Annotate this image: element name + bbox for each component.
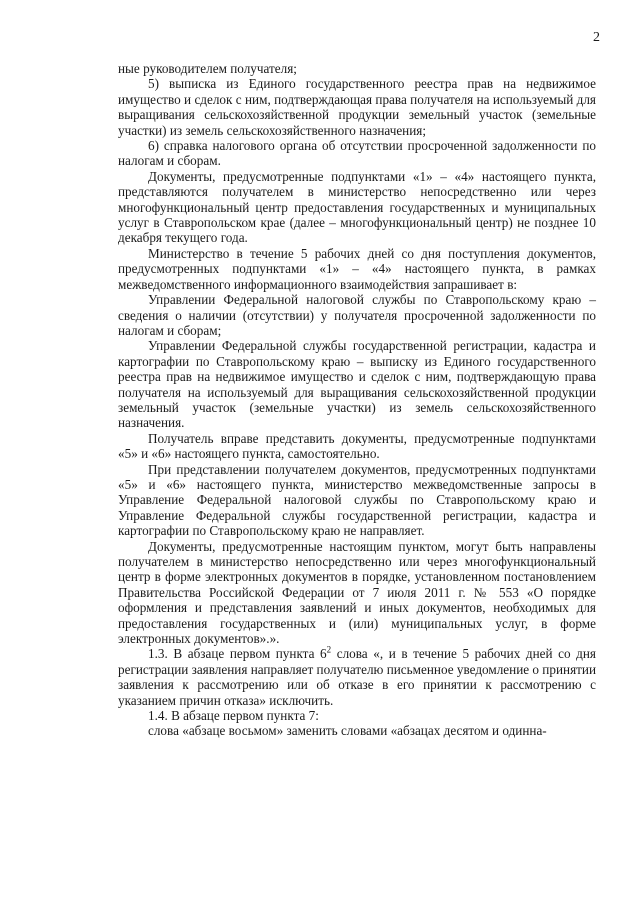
item-text: слова «, и в течение 5 рабочих дней со дня регистрации заявления направляет получателю письменное уведомление о принятии заявления к рассмотрению или об отказе в его принятии к рассмотрению с указанием причин отказа» исключить. xyxy=(118,646,597,708)
paragraph: 6) справка налогового органа об отсутствии просроченной задолженности по налогам и сборам. xyxy=(118,138,596,169)
paragraph: Управлении Федеральной службы государственной регистрации, кадастра и картографии по Ставропольскому краю – выписку из Единого государственного реестра прав на недвижимое имущество и сделок с ним, подтверждающую права получателя на используемый для выращивания сельскохозяйственной продукции земельный участок (земельные участки) из земель сельскохозяйственного назначения. xyxy=(118,338,596,431)
paragraph: При представлении получателем документов, предусмотренных подпунктами «5» и «6» настоящего пункта, министерство межведомственные запросы в Управление Федеральной налоговой службы по Ставропольскому краю и Управление Федеральной службы государственной регистрации, кадастра и картографии по Ставропольскому краю не направляет. xyxy=(118,461,596,539)
paragraph: ные руководителем получателя; xyxy=(118,61,297,76)
paragraph: слова «абзаце восьмом» заменить словами «абзацах десятом и одинна- xyxy=(148,723,547,739)
document-body xyxy=(118,61,596,739)
paragraph: Документы, предусмотренные подпунктами «1» – «4» настоящего пункта, представляются получателем в министерство непосредственно или через многофункциональный центр предоставления государственных и муниципальных услуг в Ставропольском крае (далее – многофункциональный центр) не позднее 10 декабря текущего года. xyxy=(118,168,596,246)
superscript: 2 xyxy=(326,645,332,656)
paragraph: Управлении Федеральной налоговой службы по Ставропольскому краю – сведения о наличии (отсутствии) у получателя просроченной задолженности по налогам и сборам; xyxy=(118,292,596,338)
item-text: 1.3. В абзаце первом пункта 6 xyxy=(148,646,327,662)
paragraph: 1.4. В абзаце первом пункта 7: xyxy=(148,708,319,724)
paragraph: 5) выписка из Единого государственного реестра прав на недвижимое имущество и сделок с ним, подтверждающая права получателя на используемый для выращивания сельскохозяйственной продукции земельный участок (земельные участки) из земель сельскохозяйственного назначения; xyxy=(118,76,596,138)
paragraph: Министерство в течение 5 рабочих дней со дня поступления документов, предусмотренных подпунктами «1» – «4» настоящего пункта, в рамках межведомственного информационного взаимодействия запрашивает в: xyxy=(118,245,596,292)
paragraph-item-1-3 xyxy=(118,646,596,708)
paragraph: Документы, предусмотренные настоящим пунктом, могут быть направлены получателем в министерство непосредственно или через многофункциональный центр в форме электронных документов в порядке, установленном постановлением Правительства Российской Федерации от 7 июля 2011 г. № 553 «О порядке оформления и представления заявлений и иных документов, необходимых для предоставления государственных и (или) муниципальных услуг, в форме электронных документов».». xyxy=(118,538,596,647)
page-number: 2 xyxy=(593,30,600,45)
paragraph: Получатель вправе представить документы, предусмотренные подпунктами «5» и «6» настоящего пункта, самостоятельно. xyxy=(118,430,596,462)
